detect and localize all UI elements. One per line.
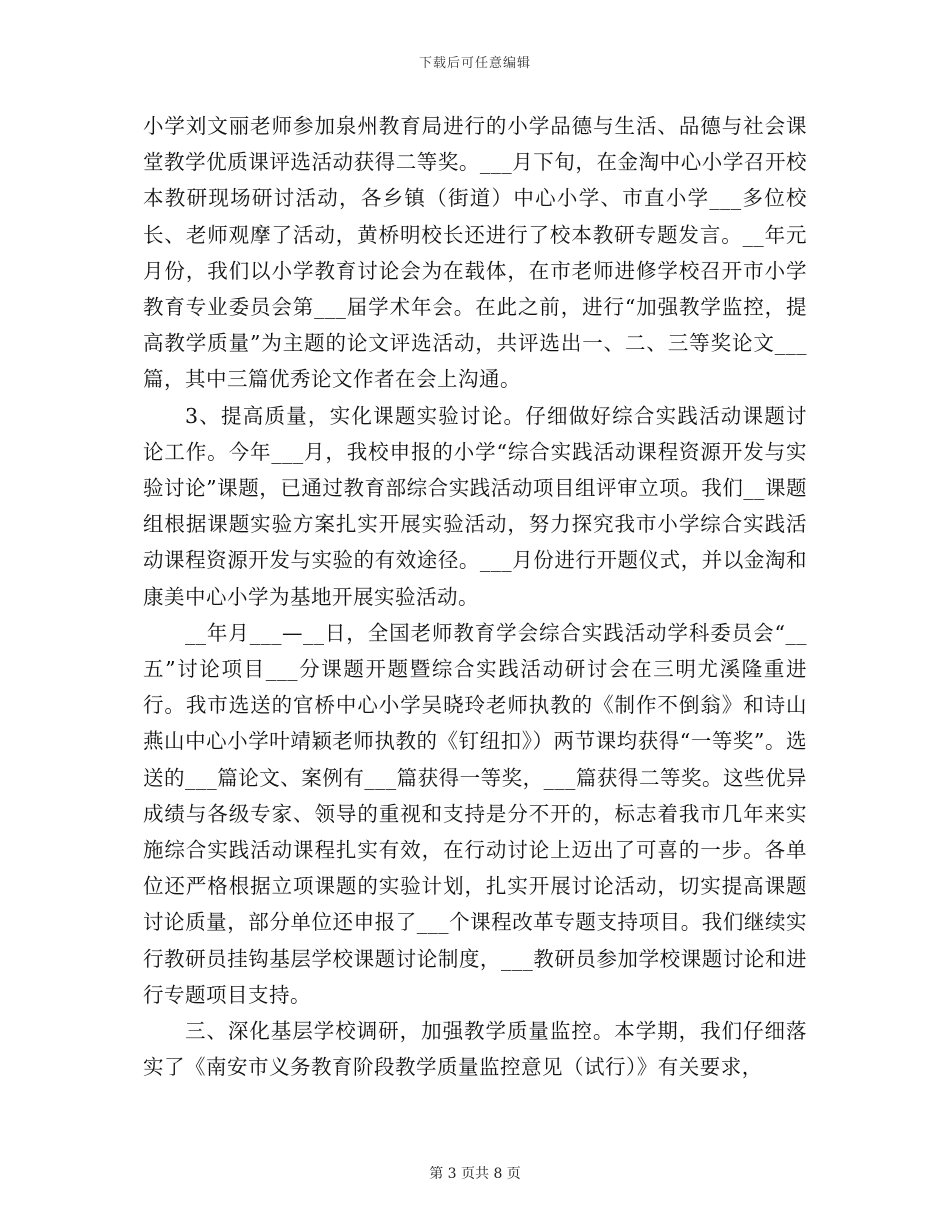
paragraph-1: 小学刘文丽老师参加泉州教育局进行的小学品德与生活、品德与社会课堂教学优质课评选活动获得二等奖。___月下旬，在金淘中心小学召开校本教研现场研讨活动，各乡镇（街道）中心小学、市直小学___多位校长、老师观摩了活动，黄桥明校长还进行了校本教研专题发言。__年元月份，我们以小学教育讨论会为在载体，在市老师进修学校召开市小学教育专业委员会第___届学术年会。在此之前，进行“加强教学监控，提高教学质量”为主题的论文评选活动，共评选出一、二、三等奖论文___篇，其中三篇优秀论文作者在会上沟通。 bbox=[143, 114, 807, 392]
page-footer: 第 3 页共 8 页 bbox=[429, 1166, 521, 1182]
page-header: 下载后可任意编辑 bbox=[418, 56, 531, 71]
paragraph-4: 三、深化基层学校调研，加强教学质量监控。本学期，我们仔细落实了《南安市义务教育阶段教学质量监控意见（试行）》有关要求， bbox=[143, 1019, 807, 1080]
paragraph-3: __年月___—__日，全国老师教育学会综合实践活动学科委员会“__五”讨论项目___分课题开题暨综合实践活动研讨会在三明尤溪隆重进行。我市选送的官桥中心小学吴晓玲老师执教的《制作不倒翁》和诗山燕山中心小学叶靖颖老师执教的《钉纽扣》）两节课均获得“一等奖”。选送的___篇论文、案例有___篇获得一等奖，___篇获得二等奖。这些优异成绩与各级专家、领导的重视和支持是分不开的，标志着我市几年来实施综合实践活动课程扎实有效，在行动讨论上迈出了可喜的一步。各单位还严格根据立项课题的实验计划，扎实开展讨论活动，切实提高课题讨论质量，部分单位还申报了___个课程改革专题支持项目。我们继续实行教研员挂钩基层学校课题讨论制度，___教研员参加学校课题讨论和进行专题项目支持。 bbox=[143, 620, 807, 1007]
paragraph-2: 3、提高质量，实化课题实验讨论。仔细做好综合实践活动课题讨论工作。今年___月，我校申报的小学“综合实践活动课程资源开发与实验讨论”课题，已通过教育部综合实践活动项目组评审立项。我们__课题组根据课题实验方案扎实开展实验活动，努力探究我市小学综合实践活动课程资源开发与实验的有效途径。___月份进行开题仪式，并以金淘和康美中心小学为基地开展实验活动。 bbox=[143, 403, 807, 609]
document-body bbox=[143, 108, 807, 1085]
